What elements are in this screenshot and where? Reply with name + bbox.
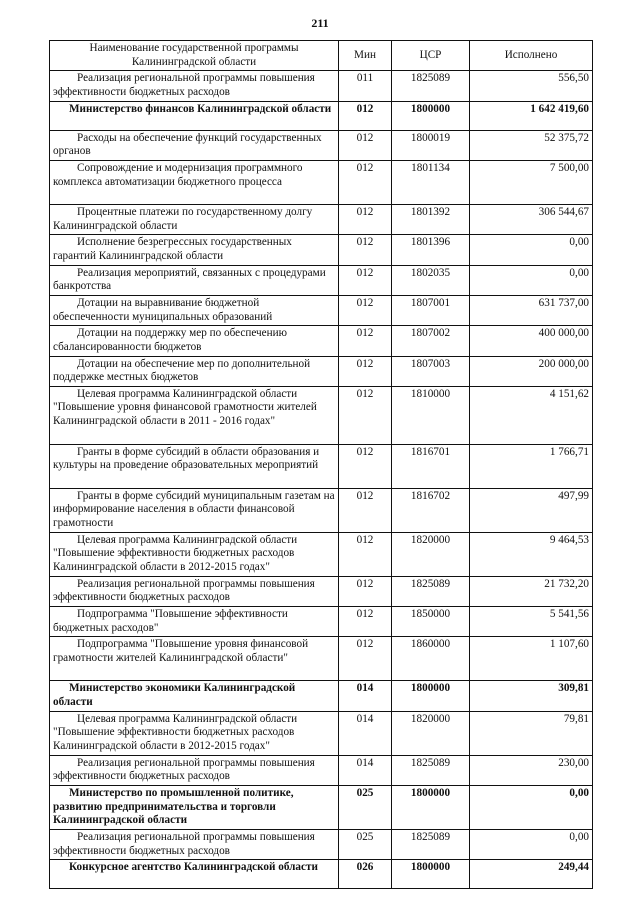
cell-target-article: 1850000 — [392, 607, 470, 637]
table-row — [50, 295, 593, 325]
cell-program-name: Дотации на обеспечение мер по дополнительной поддержке местных бюджетов — [50, 356, 339, 386]
cell-ministry-code: 012 — [339, 386, 392, 444]
cell-executed-amount: 309,81 — [470, 681, 593, 711]
cell-ministry-code: 012 — [339, 532, 392, 576]
table-row — [50, 101, 593, 130]
cell-ministry-code: 025 — [339, 786, 392, 830]
cell-executed-amount: 9 464,53 — [470, 532, 593, 576]
cell-ministry-code: 012 — [339, 488, 392, 532]
page-number: 211 — [311, 16, 329, 30]
table-row — [50, 532, 593, 576]
cell-target-article: 1807003 — [392, 356, 470, 386]
table-row — [50, 130, 593, 160]
cell-target-article: 1800000 — [392, 786, 470, 830]
cell-target-article: 1816701 — [392, 444, 470, 488]
table-row — [50, 265, 593, 295]
cell-executed-amount: 631 737,00 — [470, 295, 593, 325]
table-row — [50, 576, 593, 606]
table-row — [50, 235, 593, 265]
cell-target-article: 1807001 — [392, 295, 470, 325]
cell-ministry-code: 012 — [339, 130, 392, 160]
cell-target-article: 1800000 — [392, 101, 470, 130]
table-row — [50, 711, 593, 755]
table-row — [50, 860, 593, 889]
cell-program-name: Сопровождение и модернизация программного комплекса автоматизации бюджетного процесса — [50, 160, 339, 204]
cell-program-name: Реализация мероприятий, связанных с процедурами банкротства — [50, 265, 339, 295]
cell-ministry-code: 014 — [339, 681, 392, 711]
cell-target-article: 1820000 — [392, 532, 470, 576]
cell-target-article: 1801396 — [392, 235, 470, 265]
table-body — [50, 71, 593, 889]
cell-ministry-code: 012 — [339, 235, 392, 265]
table-row — [50, 386, 593, 444]
table-row — [50, 830, 593, 860]
cell-ministry-code: 014 — [339, 755, 392, 785]
table-row — [50, 607, 593, 637]
cell-ministry-code: 012 — [339, 204, 392, 234]
cell-executed-amount: 4 151,62 — [470, 386, 593, 444]
cell-target-article: 1825089 — [392, 576, 470, 606]
cell-ministry-code: 012 — [339, 444, 392, 488]
cell-executed-amount: 5 541,56 — [470, 607, 593, 637]
cell-program-name: Расходы на обеспечение функций государственных органов — [50, 130, 339, 160]
cell-program-name: Реализация региональной программы повышения эффективности бюджетных расходов — [50, 576, 339, 606]
cell-executed-amount: 0,00 — [470, 830, 593, 860]
cell-ministry-code: 012 — [339, 637, 392, 681]
cell-target-article: 1825089 — [392, 830, 470, 860]
cell-ministry-code: 012 — [339, 576, 392, 606]
table-row — [50, 204, 593, 234]
cell-program-name: Гранты в форме субсидий в области образования и культуры на проведение образовательных мероприятий — [50, 444, 339, 488]
table-row — [50, 681, 593, 711]
cell-target-article: 1801392 — [392, 204, 470, 234]
cell-executed-amount: 7 500,00 — [470, 160, 593, 204]
cell-program-name: Конкурсное агентство Калининградской области — [50, 860, 339, 889]
cell-target-article: 1800000 — [392, 681, 470, 711]
cell-ministry-code: 012 — [339, 295, 392, 325]
cell-ministry-code: 012 — [339, 356, 392, 386]
cell-executed-amount: 0,00 — [470, 235, 593, 265]
cell-executed-amount: 79,81 — [470, 711, 593, 755]
header-target-article: ЦСР — [392, 41, 470, 71]
cell-program-name: Подпрограмма "Повышение эффективности бюджетных расходов" — [50, 607, 339, 637]
cell-program-name: Реализация региональной программы повышения эффективности бюджетных расходов — [50, 830, 339, 860]
cell-executed-amount: 1 642 419,60 — [470, 101, 593, 130]
cell-target-article: 1807002 — [392, 326, 470, 356]
table-row — [50, 160, 593, 204]
cell-ministry-code: 026 — [339, 860, 392, 889]
cell-target-article: 1802035 — [392, 265, 470, 295]
cell-program-name: Гранты в форме субсидий муниципальным газетам на информирование населения в области финансовой грамотности — [50, 488, 339, 532]
cell-program-name: Целевая программа Калининградской области "Повышение эффективности бюджетных расходов Калининградской области в 2012-2015 годах" — [50, 532, 339, 576]
cell-executed-amount: 52 375,72 — [470, 130, 593, 160]
table-row — [50, 71, 593, 101]
cell-executed-amount: 497,99 — [470, 488, 593, 532]
cell-target-article: 1810000 — [392, 386, 470, 444]
cell-executed-amount: 230,00 — [470, 755, 593, 785]
cell-target-article: 1801134 — [392, 160, 470, 204]
cell-ministry-code: 012 — [339, 265, 392, 295]
cell-executed-amount: 400 000,00 — [470, 326, 593, 356]
cell-program-name: Реализация региональной программы повышения эффективности бюджетных расходов — [50, 71, 339, 101]
cell-target-article: 1825089 — [392, 71, 470, 101]
cell-program-name: Дотации на поддержку мер по обеспечению сбалансированности бюджетов — [50, 326, 339, 356]
cell-target-article: 1820000 — [392, 711, 470, 755]
cell-program-name: Министерство финансов Калининградской области — [50, 101, 339, 130]
cell-executed-amount: 1 107,60 — [470, 637, 593, 681]
header-ministry-code: Мин — [339, 41, 392, 71]
cell-target-article: 1800000 — [392, 860, 470, 889]
table-row — [50, 356, 593, 386]
budget-execution-table — [49, 40, 593, 889]
cell-target-article: 1800019 — [392, 130, 470, 160]
cell-program-name: Министерство по промышленной политике, развитию предпринимательства и торговли Калининградской области — [50, 786, 339, 830]
cell-executed-amount: 21 732,20 — [470, 576, 593, 606]
cell-ministry-code: 011 — [339, 71, 392, 101]
table-header-row — [50, 41, 593, 71]
cell-ministry-code: 025 — [339, 830, 392, 860]
table-row — [50, 444, 593, 488]
cell-program-name: Реализация региональной программы повышения эффективности бюджетных расходов — [50, 755, 339, 785]
cell-target-article: 1825089 — [392, 755, 470, 785]
cell-program-name: Подпрограмма "Повышение уровня финансовой грамотности жителей Калининградской области" — [50, 637, 339, 681]
cell-program-name: Исполнение безрегрессных государственных гарантий Калининградской области — [50, 235, 339, 265]
cell-ministry-code: 012 — [339, 160, 392, 204]
cell-program-name: Дотации на выравнивание бюджетной обеспеченности муниципальных образований — [50, 295, 339, 325]
cell-executed-amount: 1 766,71 — [470, 444, 593, 488]
header-program-name: Наименование государственной программы Калининградской области — [50, 41, 339, 71]
cell-target-article: 1816702 — [392, 488, 470, 532]
cell-executed-amount: 200 000,00 — [470, 356, 593, 386]
cell-ministry-code: 014 — [339, 711, 392, 755]
cell-ministry-code: 012 — [339, 101, 392, 130]
cell-executed-amount: 249,44 — [470, 860, 593, 889]
cell-executed-amount: 556,50 — [470, 71, 593, 101]
table-row — [50, 488, 593, 532]
cell-program-name: Целевая программа Калининградской области "Повышение уровня финансовой грамотности жителей Калининградской области в 2011 - 2016 годах" — [50, 386, 339, 444]
cell-executed-amount: 0,00 — [470, 786, 593, 830]
cell-program-name: Министерство экономики Калининградской области — [50, 681, 339, 711]
cell-program-name: Процентные платежи по государственному долгу Калининградской области — [50, 204, 339, 234]
cell-ministry-code: 012 — [339, 607, 392, 637]
header-executed: Исполнено — [470, 41, 593, 71]
cell-target-article: 1860000 — [392, 637, 470, 681]
cell-executed-amount: 0,00 — [470, 265, 593, 295]
table-row — [50, 786, 593, 830]
cell-ministry-code: 012 — [339, 326, 392, 356]
table-row — [50, 637, 593, 681]
table-row — [50, 326, 593, 356]
cell-executed-amount: 306 544,67 — [470, 204, 593, 234]
table-row — [50, 755, 593, 785]
cell-program-name: Целевая программа Калининградской области "Повышение эффективности бюджетных расходов Калининградской области в 2012-2015 годах" — [50, 711, 339, 755]
